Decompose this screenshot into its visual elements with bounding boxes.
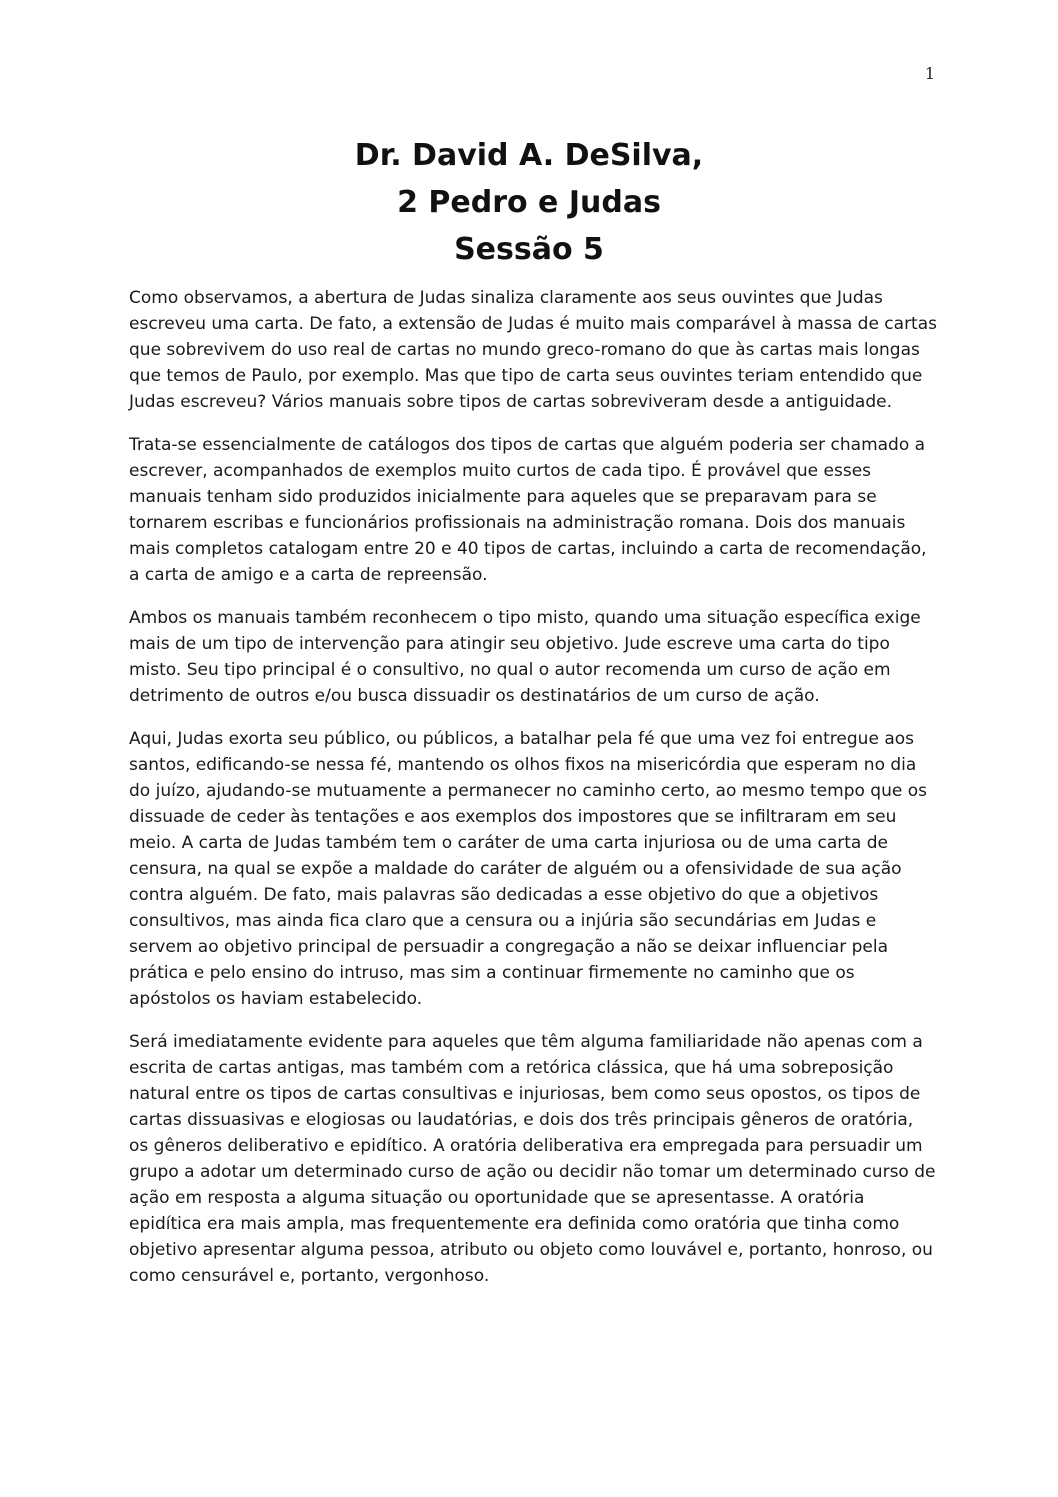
title-author-line: Dr. David A. DeSilva, <box>354 138 704 173</box>
paragraph-2: Trata-se essencialmente de catálogos dos tipos de cartas que alguém poderia ser chamado a escrever, acompanhados de exemplos muito curtos de cada tipo. É provável que esses manuais tenham sido produzidos inicialmente para aqueles que se preparavam para se tornarem escribas e funcionários profissionais na administração romana. Dois dos manuais mais completos catalogam entre 20 e 40 tipos de cartas, incluindo a carta de recomendação, a carta de amigo e a carta de repreensão. <box>129 435 927 585</box>
paragraph-5: Será imediatamente evidente para aqueles que têm alguma familiaridade não apenas com a escrita de cartas antigas, mas também com a retórica clássica, que há uma sobreposição natural entre os tipos de cartas consultivas e injuriosas, bem como seus opostos, os tipos de cartas dissuasivas e elogiosas ou laudatórias, e dois dos três principais gêneros de oratória, os gêneros deliberativo e epidítico. A oratória deliberativa era empregada para persuadir um grupo a adotar um determinado curso de ação ou decidir não tomar um determinado curso de ação em resposta a alguma situação ou oportunidade que se apresentasse. A oratória epidítica era mais ampla, mas frequentemente era definida como oratória que tinha como objetivo apresentar alguma pessoa, atributo ou objeto como louvável e, portanto, honroso, ou como censurável e, portanto, vergonhoso. <box>129 1032 936 1286</box>
page-title <box>0 132 1058 273</box>
document-body <box>129 285 937 1306</box>
paragraph-1: Como observamos, a abertura de Judas sinaliza claramente aos seus ouvintes que Judas escreveu uma carta. De fato, a extensão de Judas é muito mais comparável à massa de cartas que sobrevivem do uso real de cartas no mundo greco-romano do que às cartas mais longas que temos de Paulo, por exemplo. Mas que tipo de carta seus ouvintes teriam entendido que Judas escreveu? Vários manuais sobre tipos de cartas sobreviveram desde a antiguidade. <box>129 288 937 412</box>
title-book-line: 2 Pedro e Judas <box>397 185 661 220</box>
page-number: 1 <box>924 64 935 83</box>
paragraph-3: Ambos os manuais também reconhecem o tipo misto, quando uma situação específica exige mais de um tipo de intervenção para atingir seu objetivo. Jude escreve uma carta do tipo misto. Seu tipo principal é o consultivo, no qual o autor recomenda um curso de ação em detrimento de outros e/ou busca dissuadir os destinatários de um curso de ação. <box>129 608 921 706</box>
paragraph-4: Aqui, Judas exorta seu público, ou públicos, a batalhar pela fé que uma vez foi entregue aos santos, edificando-se nessa fé, mantendo os olhos fixos na misericórdia que esperam no dia do juízo, ajudando-se mutuamente a permanecer no caminho certo, ao mesmo tempo que os dissuade de ceder às tentações e aos exemplos dos impostores que se infiltraram em seu meio. A carta de Judas também tem o caráter de uma carta injuriosa ou de uma carta de censura, na qual se expõe a maldade do caráter de alguém ou a ofensividade de sua ação contra alguém. De fato, mais palavras são dedicadas a esse objetivo do que a objetivos consultivos, mas ainda fica claro que a censura ou a injúria são secundárias em Judas e servem ao objetivo principal de persuadir a congregação a não se deixar influenciar pela prática e pelo ensino do intruso, mas sim a continuar firmemente no caminho que os apóstolos os haviam estabelecido. <box>129 729 927 1009</box>
title-session-line: Sessão 5 <box>454 232 604 267</box>
